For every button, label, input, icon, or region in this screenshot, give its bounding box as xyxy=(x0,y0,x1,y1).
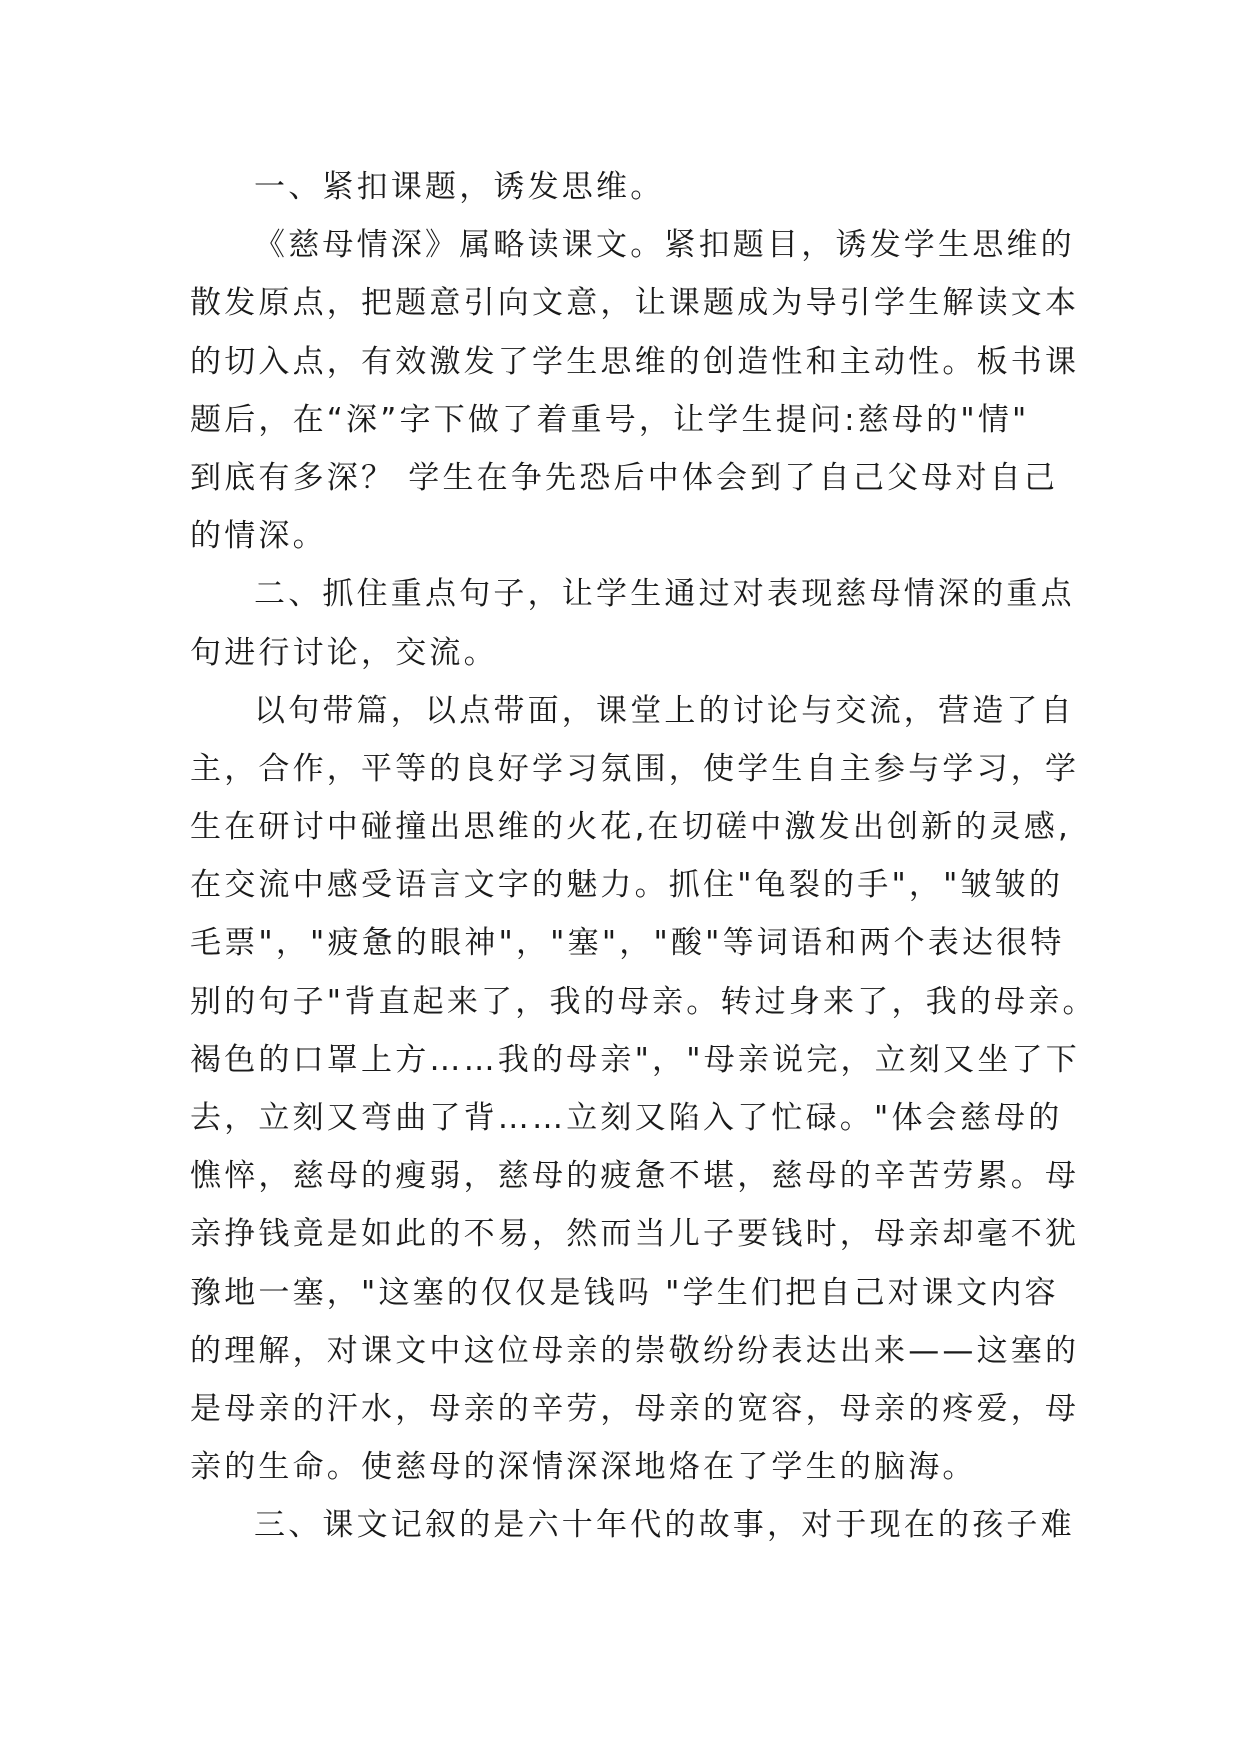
paragraph-2-line: 毛票"，"疲惫的眼神"，"塞"，"酸"等词语和两个表达很特 xyxy=(190,925,1065,962)
heading-2-line: 句进行讨论，交流。 xyxy=(190,634,498,671)
paragraph-2-line: 以句带篇，以点带面，课堂上的讨论与交流，营造了自 xyxy=(254,692,1075,729)
paragraph-2-line: 的理解，对课文中这位母亲的崇敬纷纷表达出来——这塞的 xyxy=(190,1332,1080,1369)
paragraph-2-line: 在交流中感受语言文字的魅力。抓住"龟裂的手"，"皱皱的 xyxy=(190,867,1064,904)
paragraph-2-line: 是母亲的汗水，母亲的辛劳，母亲的宽容，母亲的疼爱，母 xyxy=(190,1390,1080,1427)
paragraph-2-line: 亲挣钱竟是如此的不易，然而当儿子要钱时，母亲却毫不犹 xyxy=(190,1216,1080,1253)
paragraph-1-line: 题后，在“深”字下做了着重号，让学生提问:慈母的"情" xyxy=(190,401,1030,438)
body-text xyxy=(190,158,1097,1555)
heading-3-line: 三、课文记叙的是六十年代的故事，对于现在的孩子难 xyxy=(254,1507,1075,1544)
paragraph-2-line: 生在研讨中碰撞出思维的火花,在切磋中激发出创新的灵感, xyxy=(190,809,1072,846)
paragraph-2-line: 憔悴，慈母的瘦弱，慈母的疲惫不堪，慈母的辛苦劳累。母 xyxy=(190,1158,1080,1195)
paragraph-2-line: 褐色的口罩上方……我的母亲"，"母亲说完，立刻又坐了下 xyxy=(190,1041,1080,1078)
paragraph-2-line: 亲的生命。使慈母的深情深深地烙在了学生的脑海。 xyxy=(190,1449,977,1486)
paragraph-2-line: 去，立刻又弯曲了背……立刻又陷入了忙碌。"体会慈母的 xyxy=(190,1100,1063,1136)
paragraph-2-line: 主，合作，平等的良好学习氛围，使学生自主参与学习，学 xyxy=(190,750,1080,787)
paragraph-2-line: 豫地一塞，"这塞的仅仅是钱吗 "学生们把自己对课文内容 xyxy=(190,1274,1059,1311)
heading-1: 一、紧扣课题，诱发思维。 xyxy=(254,169,665,205)
paragraph-2-line: 别的句子"背直起来了，我的母亲。转过身来了，我的母亲。 xyxy=(190,983,1097,1020)
paragraph-1-line: 《慈母情深》属略读课文。紧扣题目，诱发学生思维的 xyxy=(254,227,1075,264)
paragraph-1-line: 的切入点，有效激发了学生思维的创造性和主动性。板书课 xyxy=(190,343,1080,380)
paragraph-1-line: 到底有多深？ 学生在争先恐后中体会到了自己父母对自己 xyxy=(190,459,1059,496)
paragraph-1-line: 散发原点，把题意引向文意，让课题成为导引学生解读文本 xyxy=(190,285,1080,322)
paragraph-1-line: 的情深。 xyxy=(190,518,327,555)
heading-2-line: 二、抓住重点句子，让学生通过对表现慈母情深的重点 xyxy=(254,576,1075,613)
